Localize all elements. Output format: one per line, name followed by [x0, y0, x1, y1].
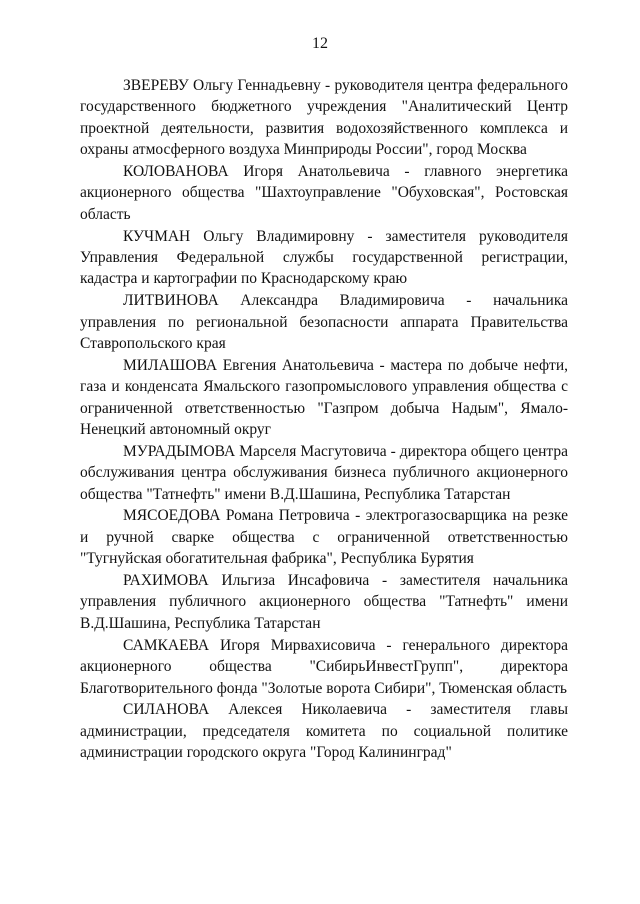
award-list — [80, 75, 568, 764]
award-entry-kolovanova: КОЛОВАНОВА Игоря Анатольевича - главного энергетика акционерного общества "Шахтоуправление "Обуховская", Ростовская область — [80, 163, 568, 223]
award-entry-milashova: МИЛАШОВА Евгения Анатольевича - мастера по добыче нефти, газа и конденсата Ямальского газопромыслового управления общества с ограниченной ответственностью "Газпром добыча Надым", Ямало-Ненецкий автономный округ — [80, 356, 568, 439]
award-entry-muradymova: МУРАДЫМОВА Марселя Масгутовича - директора общего центра обслуживания центра обслуживания бизнеса публичного акционерного общества "Татнефть" имени В.Д.Шашина, Республика Татарстан — [80, 442, 568, 503]
award-entry-rakhimova: РАХИМОВА Ильгиза Инсафовича - заместителя начальника управления публичного акционерного общества "Татнефть" имени В.Д.Шашина, Республика Татарстан — [80, 572, 568, 632]
page-number: 12 — [312, 35, 328, 52]
award-entry-litvinova: ЛИТВИНОВА Александра Владимировича - начальника управления по региональной безопасности аппарата Правительства Ставропольского края — [80, 292, 568, 353]
award-entry-samkaeva: САМКАЕВА Игоря Мирвахисовича - генерального директора акционерного общества "СибирьИнвестГрупп", директора Благотворительного фонда "Золотые ворота Сибири", Тюменская область — [80, 636, 568, 697]
award-entry-zverevu: ЗВЕРЕВУ Ольгу Геннадьевну - руководителя центра федерального государственного бюджетного учреждения "Аналитический Центр проектной деятельности, развития водохозяйственного комплекса и охраны атмосферного воздуха Минприроды России", город Москва — [80, 77, 568, 159]
award-entry-myasoedova: МЯСОЕДОВА Романа Петровича - электрогазосварщика на резке и ручной сварке общества с ограниченной ответственностью "Тугнуйская обогатительная фабрика", Республика Бурятия — [80, 507, 568, 568]
award-entry-kuchman: КУЧМАН Ольгу Владимировну - заместителя руководителя Управления Федеральной службы государственной регистрации, кадастра и картографии по Краснодарскому краю — [80, 227, 568, 288]
award-entry-silanova: СИЛАНОВА Алексея Николаевича - заместителя главы администрации, председателя комитета по социальной политике администрации городского округа "Город Калининград" — [80, 701, 568, 762]
